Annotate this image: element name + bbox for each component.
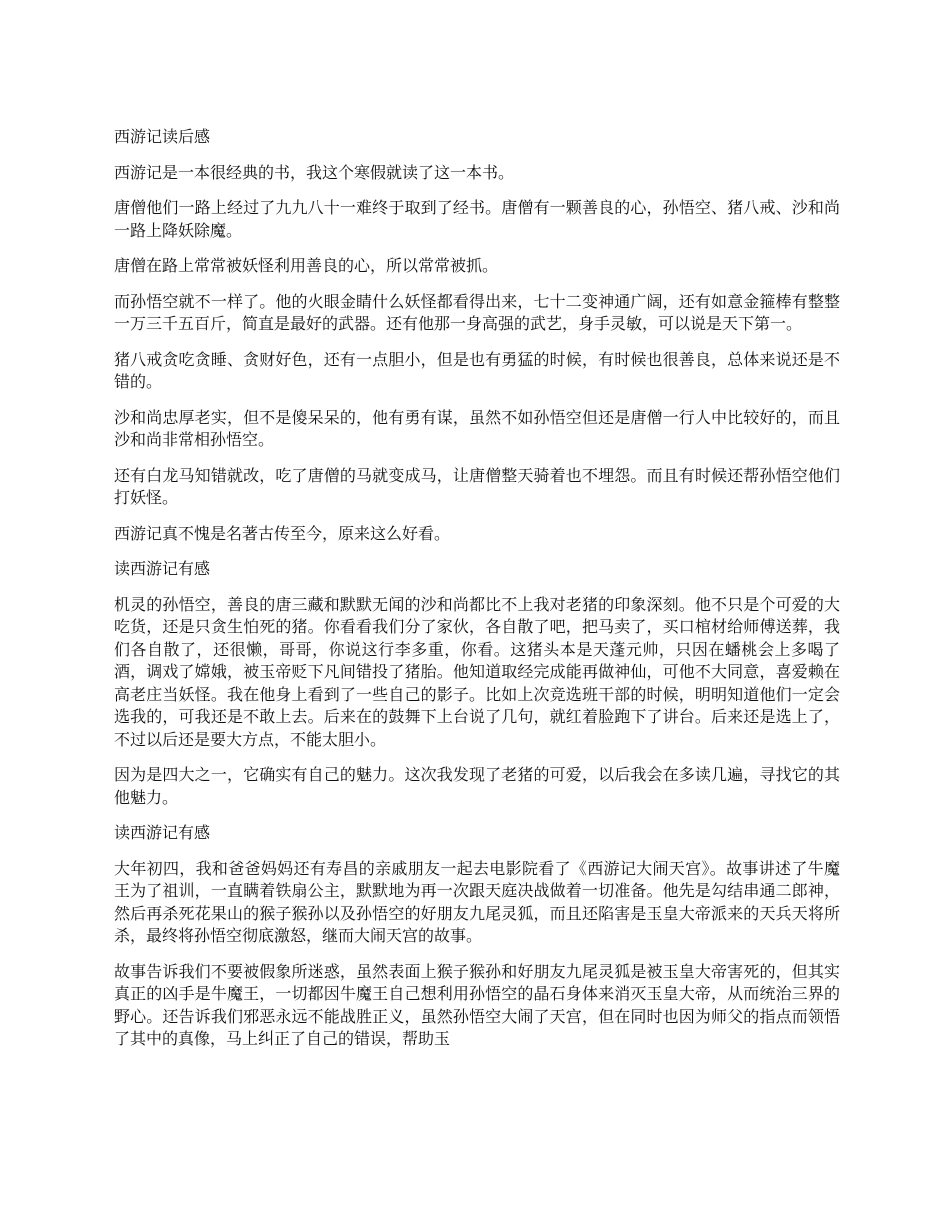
- section-title: 西游记读后感: [114, 127, 211, 146]
- document-body: [114, 126, 840, 1064]
- paragraph: 唐僧在路上常常被妖怪利用善良的心，所以常常被抓。: [114, 256, 499, 275]
- paragraph: 大年初四，我和爸爸妈妈还有寿昌的亲戚朋友一起去电影院看了《西游记大闹天宫》。故事讲述了牛魔王为了祖训，一直瞒着铁扇公主，默默地为再一次跟天庭决战做着一切准备。他先是勾结串通二郎神，然后再杀死花果山的猴子猴孙以及孙悟空的好朋友九尾灵狐，而且还陷害是玉皇大帝派来的天兵天将所杀，最终将孙悟空彻底激怒，继而大闹天宫的故事。: [114, 858, 840, 945]
- paragraph: 唐僧他们一路上经过了九九八十一难终于取到了经书。唐僧有一颗善良的心，孙悟空、猪八戒、沙和尚一路上降妖除魔。: [114, 198, 840, 240]
- paragraph: 猪八戒贪吃贪睡、贪财好色，还有一点胆小，但是也有勇猛的时候，有时候也很善良，总体来说还是不错的。: [114, 349, 840, 391]
- section-title: 读西游记有感: [114, 559, 211, 578]
- paragraph: 西游记是一本很经典的书，我这个寒假就读了这一本书。: [114, 162, 515, 182]
- paragraph: 沙和尚忠厚老实，但不是傻呆呆的，他有勇有谋，虽然不如孙悟空但还是唐僧一行人中比较好的，而且沙和尚非常相孙悟空。: [114, 407, 840, 449]
- section-title: 读西游记有感: [114, 823, 211, 842]
- paragraph: 故事告诉我们不要被假象所迷惑，虽然表面上猴子猴孙和好朋友九尾灵狐是被玉皇大帝害死的，但其实真正的凶手是牛魔王，一切都因牛魔王自己想利用孙悟空的晶石身体来消灭玉皇大帝，从而统治三界的野心。还告诉我们邪恶永远不能战胜正义，虽然孙悟空大闹了天宫，但在同时也因为师父的指点而领悟了其中的真像，马上纠正了自己的错误，帮助玉: [114, 961, 840, 1048]
- paragraph: 而孙悟空就不一样了。他的火眼金睛什么妖怪都看得出来，七十二变神通广阔，还有如意金箍棒有整整一万三千五百斤，简直是最好的武器。还有他那一身高强的武艺，身手灵敏，可以说是天下第一。: [114, 291, 840, 333]
- paragraph: 机灵的孙悟空，善良的唐三藏和默默无闻的沙和尚都比不上我对老猪的印象深刻。他不只是个可爱的大吃货，还是只贪生怕死的猪。你看看我们分了家伙，各自散了吧，把马卖了，买口棺材给师傅送葬，我们各自散了，还很懒，哥哥，你说这行李多重，你看。这猪头本是天蓬元帅，只因在蟠桃会上多喝了酒，调戏了嫦娥，被玉帝贬下凡间错投了猪胎。他知道取经完成能再做神仙，可他不大同意，喜爱赖在高老庄当妖怪。我在他身上看到了一些自己的影子。比如上次竞选班干部的时候，明明知道他们一定会选我的，可我还是不敢上去。后来在的鼓舞下上台说了几句，就红着脸跑下了讲台。后来还是选上了，不过以后还是要大方点，不能太胆小。: [114, 594, 840, 749]
- paragraph: 还有白龙马知错就改，吃了唐僧的马就变成马，让唐僧整天骑着也不埋怨。而且有时候还帮孙悟空他们打妖怪。: [114, 465, 840, 507]
- paragraph: 因为是四大之一，它确实有自己的魅力。这次我发现了老猪的可爱，以后我会在多读几遍，寻找它的其他魅力。: [114, 765, 840, 807]
- paragraph: 西游记真不愧是名著古传至今，原来这么好看。: [114, 523, 451, 543]
